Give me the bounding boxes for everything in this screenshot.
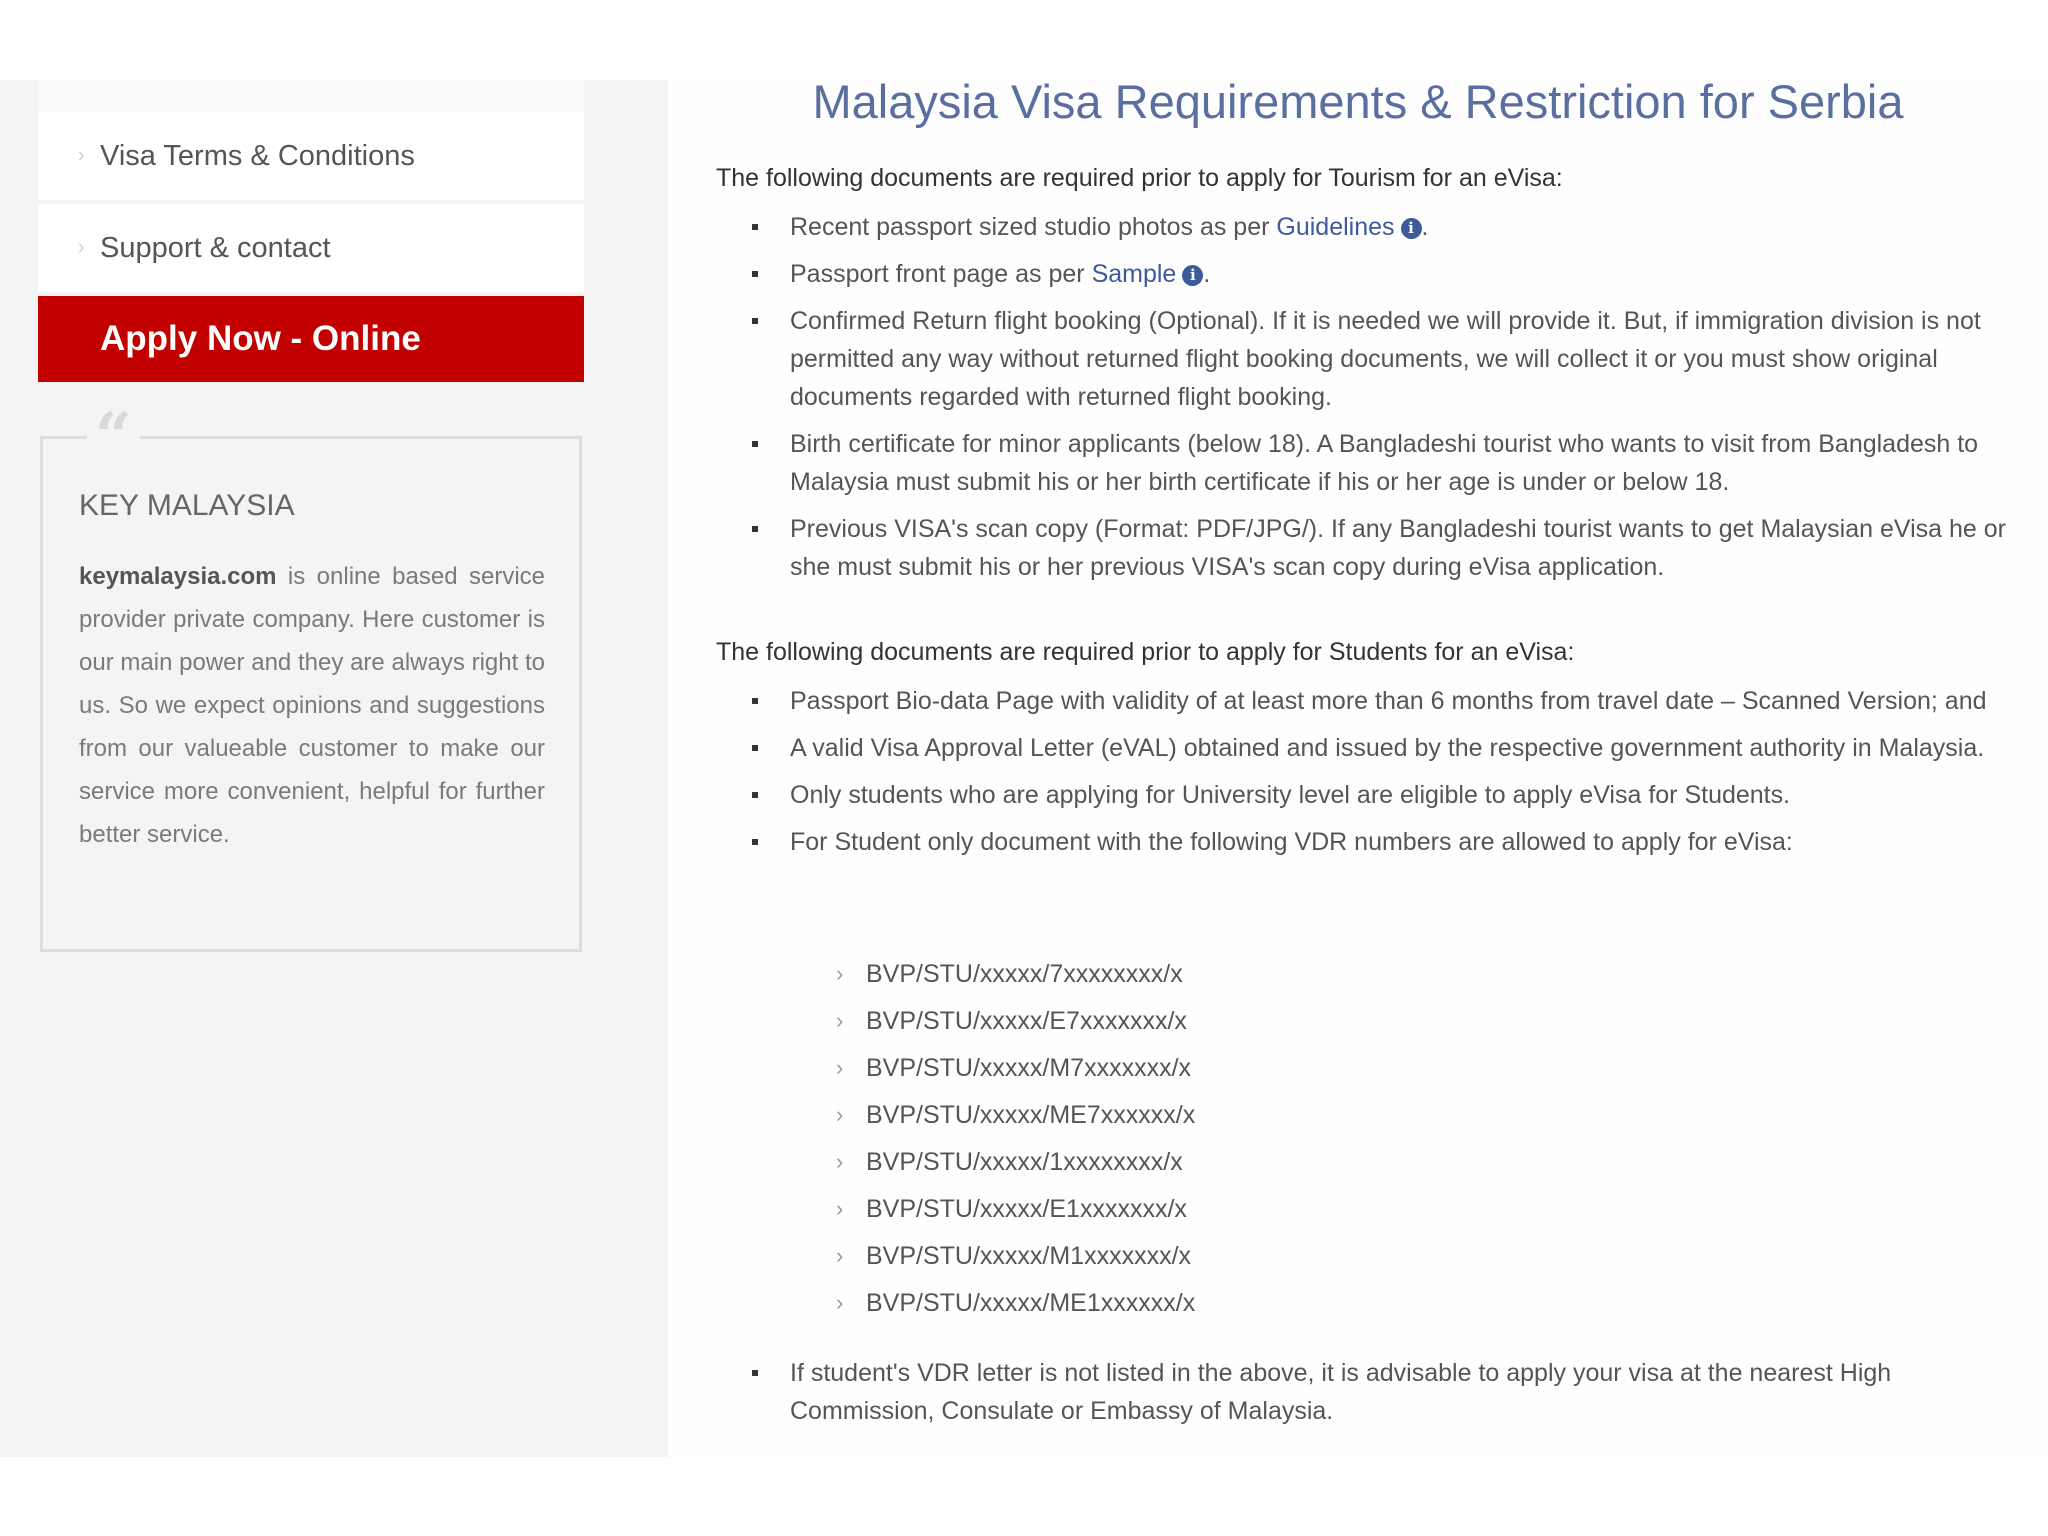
quote-icon: “: [87, 405, 140, 469]
chevron-right-icon: ›: [836, 961, 844, 986]
vdr-item: › BVP/STU/xxxxx/ME1xxxxxx/x: [836, 1281, 1195, 1328]
sidebar-item-support[interactable]: [38, 204, 584, 292]
vdr-item: › BVP/STU/xxxxx/M1xxxxxxx/x: [836, 1234, 1195, 1281]
chevron-right-icon: ›: [836, 1243, 844, 1268]
chevron-right-icon: ›: [836, 1290, 844, 1315]
list-item: Passport Bio-data Page with validity of at least more than 6 months from travel date – Scanned Version; and: [790, 682, 2010, 720]
sidebar-item-label: Visa Terms & Conditions: [100, 139, 415, 172]
list-item: Birth certificate for minor applicants (below 18). A Bangladeshi tourist who wants to visit from Bangladesh to Malaysia must submit his or her birth certificate if his or her age is under or below 18.: [790, 425, 2010, 501]
list-item: Passport front page as per Sample i .: [790, 255, 2010, 293]
list-item: Only students who are applying for University level are eligible to apply eVisa for Students.: [790, 776, 2010, 814]
about-text: [79, 555, 545, 856]
guidelines-link[interactable]: Guidelines: [1276, 213, 1395, 241]
vdr-item: › BVP/STU/xxxxx/7xxxxxxxx/x: [836, 952, 1195, 999]
students-final-note-list: [790, 1354, 2010, 1439]
apply-now-label: Apply Now - Online: [100, 319, 421, 358]
chevron-right-icon: ›: [836, 1102, 844, 1127]
info-circle-icon[interactable]: i: [1401, 218, 1422, 239]
sample-link[interactable]: Sample: [1091, 260, 1177, 288]
tourism-intro: The following documents are required prior to apply for Tourism for an eVisa:: [716, 164, 1563, 192]
list-item: For Student only document with the following VDR numbers are allowed to apply for eVisa:: [790, 823, 2010, 861]
sidebar-item-label: Support & contact: [100, 231, 331, 264]
sidebar-item-stub[interactable]: [38, 80, 584, 112]
about-title: KEY MALAYSIA: [79, 489, 295, 522]
apply-now-button[interactable]: [38, 296, 584, 382]
sidebar-item-terms[interactable]: [38, 112, 584, 200]
students-intro: The following documents are required prior to apply for Students for an eVisa:: [716, 638, 1575, 666]
vdr-item: › BVP/STU/xxxxx/M7xxxxxxx/x: [836, 1046, 1195, 1093]
tourism-document-list: [790, 208, 2010, 595]
vdr-item: › BVP/STU/xxxxx/E7xxxxxxx/x: [836, 999, 1195, 1046]
list-item: A valid Visa Approval Letter (eVAL) obtained and issued by the respective government authority in Malaysia.: [790, 729, 2010, 767]
vdr-item: › BVP/STU/xxxxx/E1xxxxxxx/x: [836, 1187, 1195, 1234]
students-document-list: [790, 682, 2010, 870]
chevron-right-icon: ›: [836, 1008, 844, 1033]
list-item: Recent passport sized studio photos as per Guidelines i .: [790, 208, 2010, 246]
chevron-right-icon: ›: [78, 236, 85, 259]
about-brand: keymalaysia.com: [79, 563, 277, 590]
page-title: Malaysia Visa Requirements & Restriction for Serbia: [812, 75, 1904, 128]
list-item: Previous VISA's scan copy (Format: PDF/JPG/). If any Bangladeshi tourist wants to get Malaysian eVisa he or she must submit his or her previous VISA's scan copy during eVisa application.: [790, 510, 2010, 586]
info-circle-icon[interactable]: i: [1182, 265, 1203, 286]
list-item: If student's VDR letter is not listed in the above, it is advisable to apply your visa at the nearest High Commission, Consulate or Embassy of Malaysia.: [790, 1354, 2010, 1430]
chevron-right-icon: ›: [836, 1055, 844, 1080]
chevron-right-icon: ›: [836, 1196, 844, 1221]
list-item: Confirmed Return flight booking (Optional). If it is needed we will provide it. But, if immigration division is not permitted any way without returned flight booking documents, we will collect it or you must show original documents regarded with returned flight booking.: [790, 302, 2010, 416]
vdr-item: › BVP/STU/xxxxx/1xxxxxxxx/x: [836, 1140, 1195, 1187]
vdr-number-list: [836, 952, 1195, 1328]
chevron-right-icon: ›: [836, 1149, 844, 1174]
chevron-right-icon: ›: [78, 144, 85, 167]
about-box: [40, 399, 582, 952]
about-description: is online based service provider private company. Here customer is our main power and they are always right to us. So we expect opinions and suggestions from our valueable customer to make our service more convenient, helpful for further better service.: [79, 563, 545, 848]
vdr-item: › BVP/STU/xxxxx/ME7xxxxxx/x: [836, 1093, 1195, 1140]
